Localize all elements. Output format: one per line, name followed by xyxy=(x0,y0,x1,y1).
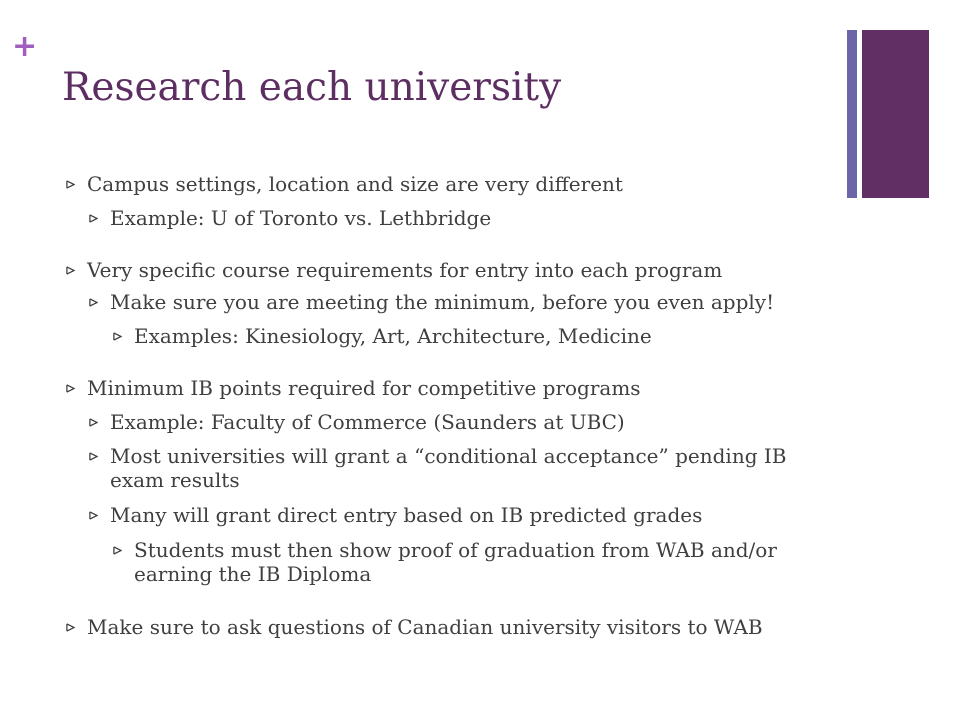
list-item xyxy=(110,503,702,527)
list-item-text: Students must then show proof of graduation from WAB and/or xyxy=(134,538,777,562)
arrow-bullet-icon xyxy=(63,258,77,282)
arrow-bullet-icon xyxy=(86,206,100,230)
list-item xyxy=(110,410,625,434)
list-item xyxy=(87,376,641,400)
arrow-bullet-icon xyxy=(63,172,77,196)
list-item xyxy=(110,290,774,314)
list-item xyxy=(110,444,786,492)
list-item-text: Examples: Kinesiology, Art, Architecture, Medicine xyxy=(134,324,652,348)
arrow-bullet-icon xyxy=(63,615,77,639)
list-item-text: Make sure to ask questions of Canadian university visitors to WAB xyxy=(87,615,763,639)
plus-icon: + xyxy=(12,29,38,64)
arrow-bullet-icon xyxy=(86,410,100,434)
arrow-bullet-icon xyxy=(86,444,100,468)
list-item xyxy=(110,206,491,230)
list-item xyxy=(87,258,722,282)
arrow-bullet-icon xyxy=(86,503,100,527)
list-item-text: Example: U of Toronto vs. Lethbridge xyxy=(110,206,492,230)
list-item-text: Many will grant direct entry based on IB predicted grades xyxy=(110,503,703,527)
arrow-bullet-icon xyxy=(63,376,77,400)
list-item-text: Campus settings, location and size are very different xyxy=(87,172,623,196)
list-item-text: Most universities will grant a “conditional acceptance” pending IB xyxy=(110,444,787,468)
list-item-text-continuation: exam results xyxy=(110,468,240,492)
list-item-text: Very specific course requirements for entry into each program xyxy=(87,258,723,282)
arrow-bullet-icon xyxy=(110,538,124,562)
list-item-text: Example: Faculty of Commerce (Saunders at UBC) xyxy=(110,410,625,434)
list-item xyxy=(87,172,623,196)
arrow-bullet-icon xyxy=(86,290,100,314)
slide-title: Research each university xyxy=(62,65,562,110)
arrow-bullet-icon xyxy=(110,324,124,348)
list-item-text-continuation: earning the IB Diploma xyxy=(134,562,372,586)
list-item xyxy=(87,615,763,639)
list-item xyxy=(134,538,777,586)
list-item-text: Minimum IB points required for competitive programs xyxy=(87,376,641,400)
list-item-text: Make sure you are meeting the minimum, before you even apply! xyxy=(110,290,775,314)
list-item xyxy=(134,324,652,348)
